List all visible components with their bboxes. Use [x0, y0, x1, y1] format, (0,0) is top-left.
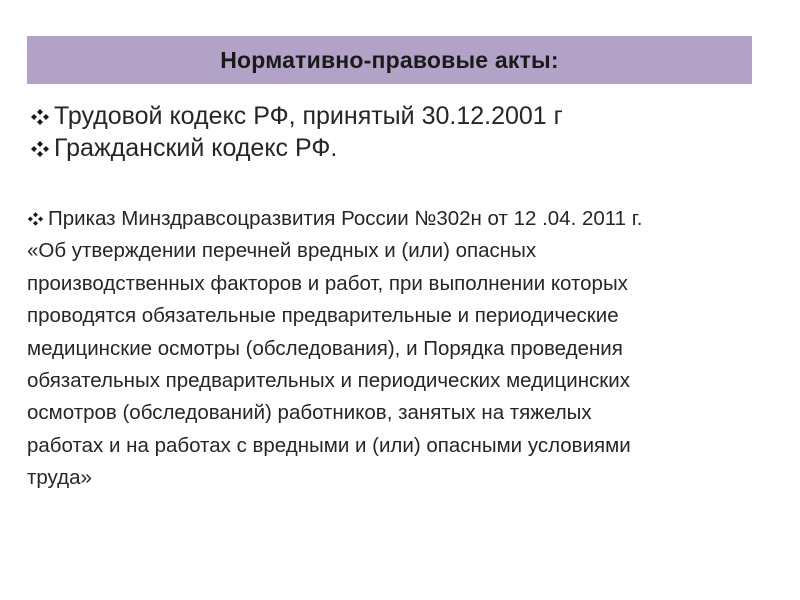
order-line-text: труда»: [27, 466, 92, 490]
order-line-text: работах и на работах с вредными и (или) опасными условиями: [27, 433, 631, 457]
diamond-quad-bullet-icon: [30, 109, 50, 125]
title-bar: [27, 36, 752, 84]
diamond-quad-bullet-icon: [30, 141, 50, 157]
order-line-text: проводятся обязательные предварительные и периодические: [27, 304, 619, 328]
order-line-text: медицинские осмотры (обследования), и Порядка проведения: [27, 336, 623, 360]
diamond-quad-bullet-icon: [27, 212, 44, 226]
order-line-text: обязательных предварительных и периодических медицинских: [27, 369, 630, 393]
list-item-text: Гражданский кодекс РФ.: [54, 134, 338, 162]
list-item: [30, 132, 770, 164]
main-list: [30, 100, 770, 164]
order-line-text: «Об утверждении перечней вредных и (или) опасных: [27, 239, 537, 263]
order-line-text: осмотров (обследований) работников, занятых на тяжелых: [27, 401, 592, 425]
order-first-line: [27, 203, 767, 235]
order-paragraph: [27, 203, 767, 495]
list-item-text: Трудовой кодекс РФ, принятый 30.12.2001 г: [54, 102, 563, 130]
list-item: [30, 100, 770, 132]
slide-title: Нормативно-правовые акты:: [220, 46, 559, 73]
order-line-text: Приказ Минздравсоцразвития России №302н от 12 .04. 2011 г.: [48, 207, 643, 230]
order-line-text: производственных факторов и работ, при выполнении которых: [27, 271, 628, 295]
